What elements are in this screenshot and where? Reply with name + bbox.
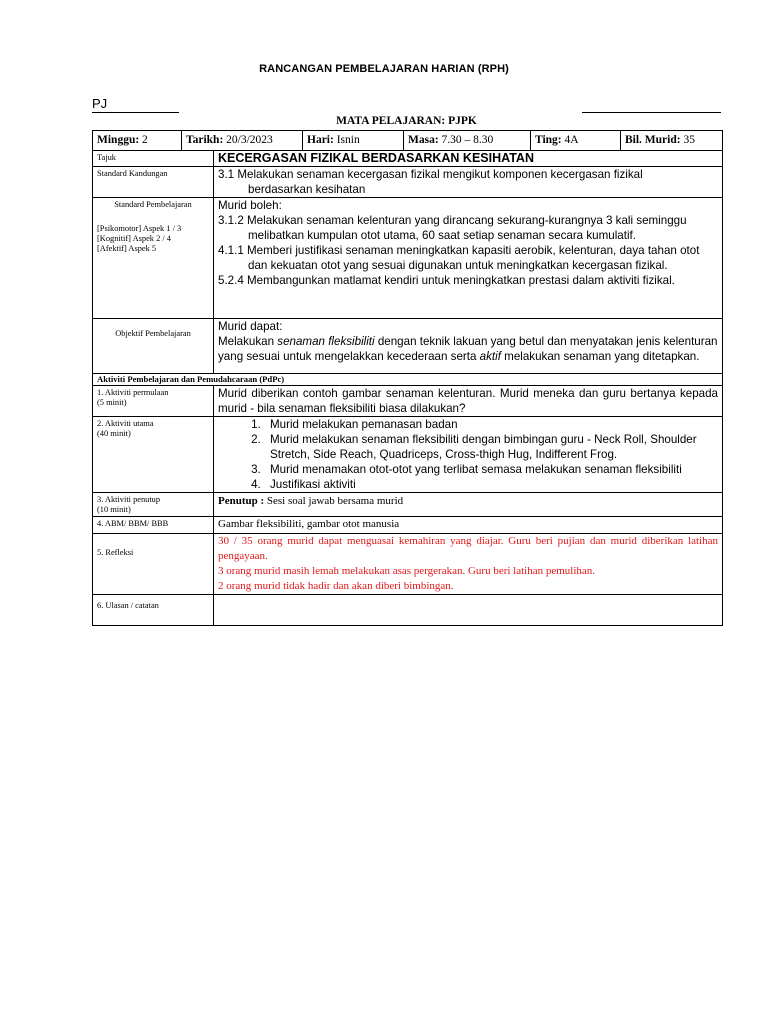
objektif-value: Murid dapat: Melakukan senaman fleksibiliti dengan teknik lakuan yang betul dan menyatakan jenis kelenturan yang sesuai untuk mengelakkan kecederaan serta aktif melakukan senaman yang ditetapkan. <box>214 319 723 374</box>
penutup-label: 3. Aktiviti penutup (10 minit) <box>93 493 214 517</box>
info-row <box>93 131 723 151</box>
aktiviti-heading-row <box>93 374 723 386</box>
standard-kandungan-label: Standard Kandungan <box>93 167 214 198</box>
ulasan-row <box>93 595 723 626</box>
subject-title <box>92 112 721 130</box>
ulasan-value <box>214 595 723 626</box>
permulaan-label: 1. Aktiviti permulaan (5 minit) <box>93 386 214 417</box>
penutup-value: Penutup : Sesi soal jawab bersama murid <box>214 493 723 517</box>
refleksi-value: 30 / 35 orang murid dapat menguasai kemahiran yang diajar. Guru beri pujian dan murid diberikan latihan pengayaan. 3 orang murid masih lemah melakukan asas pergerakan. Guru beri latihan pemulihan. 2 orang murid tidak hadir dan akan diberi bimbingan. <box>214 534 723 595</box>
tarikh-value: 20/3/2023 <box>226 134 273 146</box>
standard-kandungan-value: 3.1 Melakukan senaman kecergasan fizikal mengikut komponen kecergasan fizikal berdasarkan kesihatan <box>214 167 723 198</box>
subject-label: MATA PELAJARAN: <box>336 115 446 127</box>
tarikh-cell: Tarikh: 20/3/2023 <box>182 131 303 151</box>
hari-value: Isnin <box>336 134 360 146</box>
masa-value: 7.30 – 8.30 <box>441 134 494 146</box>
refleksi-label: 5. Refleksi <box>93 534 214 595</box>
utama-step: 4. Justifikasi aktiviti <box>264 477 718 492</box>
permulaan-row <box>93 386 723 417</box>
utama-label: 2. Aktiviti utama (40 minit) <box>93 417 214 493</box>
objektif-row <box>93 319 723 374</box>
tajuk-row <box>93 151 723 167</box>
standard-pembelajaran-row <box>93 198 723 319</box>
abm-label: 4. ABM/ BBM/ BBB <box>93 517 214 534</box>
document-title: RANCANGAN PEMBELAJARAN HARIAN (RPH) <box>259 63 509 75</box>
bil-murid-value: 35 <box>683 134 695 146</box>
abm-row <box>93 517 723 534</box>
bil-murid-cell: Bil. Murid: 35 <box>621 131 723 151</box>
ulasan-label: 6. Ulasan / catatan <box>93 595 214 626</box>
masa-cell: Masa: 7.30 – 8.30 <box>404 131 531 151</box>
objektif-label: Objektif Pembelajaran <box>93 319 214 374</box>
penutup-row <box>93 493 723 517</box>
utama-step: 2. Murid melakukan senaman fleksibiliti dengan bimbingan guru - Neck Roll, Shoulder Stretch, Side Reach, Quadriceps, Cross-thigh Hug, Indifferent Frog. <box>264 432 718 462</box>
abm-value: Gambar fleksibiliti, gambar otot manusia <box>214 517 723 534</box>
standard-pembelajaran-value: Murid boleh: 3.1.2 Melakukan senaman kelenturan yang dirancang sekurang-kurangnya 3 kali seminggu melibatkan kumpulan otot utama, 60 saat setiap senaman secara kumulatif. 4.1.1 Memberi justifikasi senaman meningkatkan kapasiti aerobik, kelenturan, daya tahan otot dan kekuatan otot yang sesuai digunakan untuk meningkatkan kecergasan fizikal. 5.2.4 Membangunkan matlamat kendiri untuk meningkatkan prestasi dalam aktiviti fizikal. <box>214 198 723 319</box>
tajuk-value: KECERGASAN FIZIKAL BERDASARKAN KESIHATAN <box>214 151 723 167</box>
ting-cell: Ting: 4A <box>531 131 621 151</box>
rph-table <box>92 130 723 626</box>
ting-value: 4A <box>564 134 579 146</box>
utama-step: 1. Murid melakukan pemanasan badan <box>264 417 718 432</box>
hari-cell: Hari: Isnin <box>303 131 404 151</box>
utama-step: 3. Murid menamakan otot-otot yang terlibat semasa melakukan senaman fleksibiliti <box>264 462 718 477</box>
aktiviti-heading: Aktiviti Pembelajaran dan Pemudahcaraan (PdPc) <box>93 374 723 386</box>
minggu-cell: Minggu: 2 <box>93 131 182 151</box>
tajuk-label: Tajuk <box>93 151 214 167</box>
utama-value <box>214 417 723 493</box>
utama-row <box>93 417 723 493</box>
standard-pembelajaran-label: Standard Pembelajaran [Psikomotor] Aspek 1 / 3 [Kognitif] Aspek 2 / 4 [Afektif] Aspek 5 <box>93 198 214 319</box>
permulaan-value: Murid diberikan contoh gambar senaman kelenturan. Murid meneka dan guru bertanya kepada murid - bila senaman fleksibiliti biasa dilakukan? <box>214 386 723 417</box>
minggu-value: 2 <box>142 134 148 146</box>
pj-label: PJ <box>92 96 108 111</box>
utama-steps-list <box>218 417 718 492</box>
refleksi-row <box>93 534 723 595</box>
standard-kandungan-row <box>93 167 723 198</box>
subject-value: PJPK <box>448 115 477 127</box>
